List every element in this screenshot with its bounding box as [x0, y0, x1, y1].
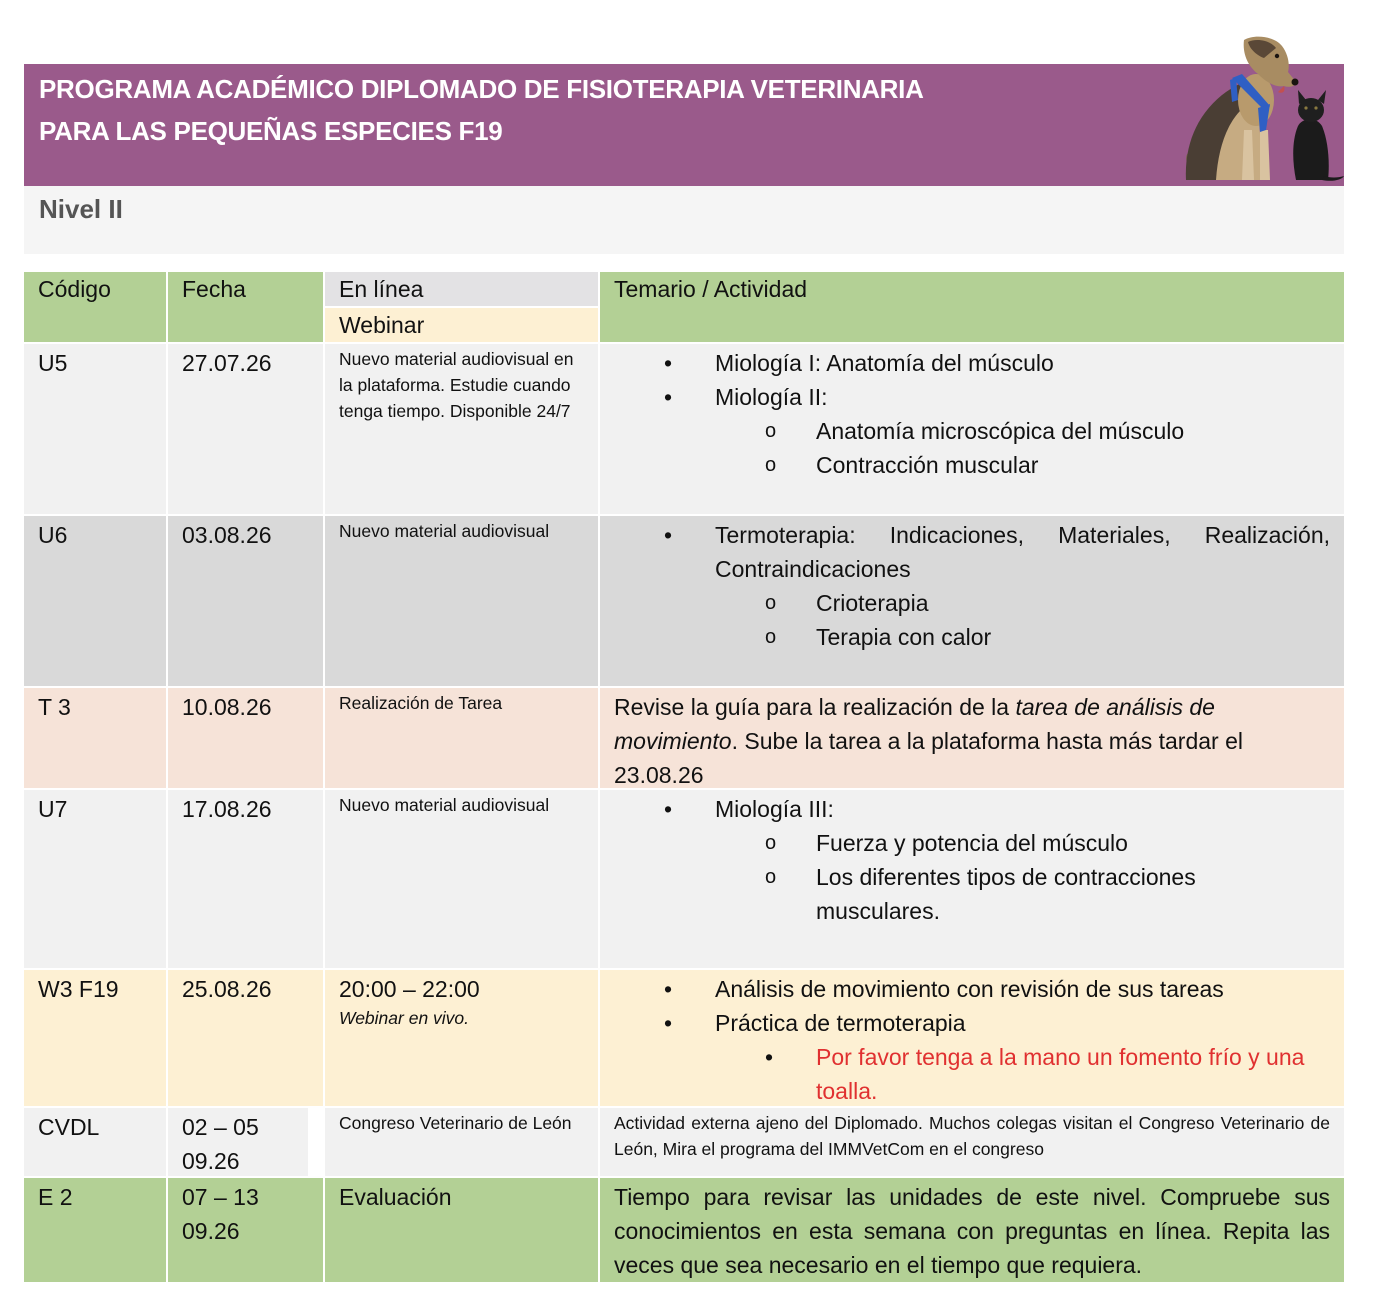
row-e2-mode [325, 1178, 598, 1282]
header-date-label: Fecha [182, 276, 246, 302]
header-code-label: Código [38, 276, 111, 302]
date-value: 03.08.26 [182, 522, 272, 548]
circle-bullet-icon: o [765, 626, 777, 648]
date-value: 17.08.26 [182, 796, 272, 822]
list-item [614, 518, 1330, 654]
row-cvdl-mode [325, 1108, 598, 1176]
item-text: Miología III: [715, 796, 834, 822]
row-t3-date [168, 688, 323, 788]
header-online [325, 272, 598, 306]
sub-list-item [715, 448, 1330, 482]
row-cvdl-topic [600, 1108, 1344, 1176]
date-value: 07 – 13 09.26 [182, 1184, 259, 1244]
list-item [614, 972, 1330, 1006]
row-e2-date [168, 1178, 323, 1282]
bullet-icon: • [664, 796, 673, 822]
circle-bullet-icon: o [765, 592, 777, 614]
bullet-icon: • [664, 384, 673, 410]
mode-value: Nuevo material audiovisual en la plataforma. Estudie cuando tenga tiempo. Disponible 24/7 [339, 349, 574, 421]
item-text: Termoterapia: Indicaciones, Materiales, Realización, Contraindicaciones [715, 522, 1330, 582]
row-w3-mode [325, 970, 598, 1106]
warning-list-item [715, 1040, 1330, 1108]
sub-item-text: Crioterapia [816, 590, 929, 616]
list-item [614, 346, 1330, 380]
row-cvdl-code [24, 1108, 166, 1176]
sub-list-item [715, 586, 1330, 620]
mode-value: Realización de Tarea [339, 693, 503, 713]
sub-list-item [715, 414, 1330, 448]
dog-and-cat-photo-icon [1146, 30, 1346, 186]
level-label: Nivel II [39, 194, 123, 224]
row-u7-date [168, 790, 323, 968]
row-u6-mode [325, 516, 598, 686]
row-u7-code [24, 790, 166, 968]
row-u7-mode [325, 790, 598, 968]
item-text: Miología I: Anatomía del músculo [715, 350, 1054, 376]
mode-value: Nuevo material audiovisual [339, 795, 550, 815]
code-value: U6 [38, 522, 68, 548]
row-u5-code [24, 344, 166, 514]
header-webinar [325, 308, 598, 342]
date-value: 27.07.26 [182, 350, 272, 376]
mode-value: Congreso Veterinario de León [339, 1113, 572, 1133]
mode-value: Evaluación [339, 1184, 452, 1210]
sub-list-item [715, 620, 1330, 654]
header-webinar-label: Webinar [339, 312, 425, 338]
webinar-time: 20:00 – 22:00 [339, 976, 480, 1002]
topic-text: Actividad externa ajeno del Diplomado. Muchos colegas visitan el Congreso Veterinario de León, Mira el programa del IMMVetCom en el congreso [614, 1113, 1330, 1159]
date-value: 25.08.26 [182, 976, 272, 1002]
bullet-icon: • [765, 1044, 774, 1070]
header-date [168, 272, 323, 342]
level-banner [24, 186, 1344, 254]
row-w3-date [168, 970, 323, 1106]
list-item [614, 380, 1330, 482]
header-topic [600, 272, 1344, 342]
title-line-1: PROGRAMA ACADÉMICO DIPLOMADO DE FISIOTERAPIA VETERINARIA [39, 74, 924, 104]
circle-bullet-icon: o [765, 832, 777, 854]
row-e2-topic [600, 1178, 1344, 1282]
code-value: U7 [38, 796, 68, 822]
sub-item-text: Contracción muscular [816, 452, 1039, 478]
row-t3-mode [325, 688, 598, 788]
title-line-2: PARA LAS PEQUEÑAS ESPECIES F19 [39, 116, 503, 146]
circle-bullet-icon: o [765, 454, 777, 476]
date-value: 02 – 05 09.26 [182, 1114, 259, 1174]
row-u7-topic [600, 790, 1344, 968]
code-value: CVDL [38, 1114, 100, 1140]
row-u6-topic [600, 516, 1344, 686]
row-t3-code [24, 688, 166, 788]
item-text: Práctica de termoterapia [715, 1010, 966, 1036]
mode-value: Nuevo material audiovisual [339, 521, 550, 541]
sub-item-text: Terapia con calor [816, 624, 992, 650]
task-name-italic: tarea de análisis de movimiento [614, 694, 1215, 754]
date-value: 10.08.26 [182, 694, 272, 720]
row-w3-code [24, 970, 166, 1106]
circle-bullet-icon: o [765, 866, 777, 888]
code-value: U5 [38, 350, 68, 376]
page-title [39, 68, 924, 152]
webinar-note: Webinar en vivo. [339, 1008, 470, 1028]
row-u5-topic [600, 344, 1344, 514]
row-w3-topic [600, 970, 1344, 1106]
code-value: E 2 [38, 1184, 73, 1210]
row-e2-code [24, 1178, 166, 1282]
warning-text: Por favor tenga a la mano un fomento frío y una toalla. [816, 1044, 1305, 1104]
circle-bullet-icon: o [765, 420, 777, 442]
row-u6-code [24, 516, 166, 686]
row-u6-date [168, 516, 323, 686]
row-u5-date [168, 344, 323, 514]
sub-list-item [715, 826, 1330, 860]
bullet-icon: • [664, 1010, 673, 1036]
task-text: Revise la guía para la realización de la [614, 694, 1016, 720]
header-topic-label: Temario / Actividad [614, 276, 808, 302]
row-cvdl-date [168, 1108, 308, 1176]
list-item [614, 792, 1330, 928]
code-value: W3 F19 [38, 976, 119, 1002]
task-deadline-text: . Sube la tarea a la plataforma hasta más tardar el 23.08.26 [614, 728, 1243, 788]
header-online-label: En línea [339, 276, 424, 302]
bullet-icon: • [664, 350, 673, 376]
header-code [24, 272, 166, 342]
item-text: Miología II: [715, 384, 828, 410]
row-t3-topic [600, 688, 1344, 788]
sub-list-item [715, 860, 1236, 928]
cat-icon [1293, 90, 1344, 181]
code-value: T 3 [38, 694, 71, 720]
sub-item-text: Anatomía microscópica del músculo [816, 418, 1185, 444]
bullet-icon: • [664, 522, 673, 548]
row-u5-mode [325, 344, 598, 514]
item-text: Análisis de movimiento con revisión de sus tareas [715, 976, 1224, 1002]
topic-text: Tiempo para revisar las unidades de este nivel. Compruebe sus conocimientos en esta semana con preguntas en línea. Repita las veces que sea necesario en el tiempo que requiera. [614, 1184, 1330, 1278]
bullet-icon: • [664, 976, 673, 1002]
sub-item-text: Los diferentes tipos de contracciones musculares. [816, 864, 1196, 924]
list-item [614, 1006, 1330, 1108]
sub-item-text: Fuerza y potencia del músculo [816, 830, 1128, 856]
dog-icon [1186, 37, 1299, 180]
